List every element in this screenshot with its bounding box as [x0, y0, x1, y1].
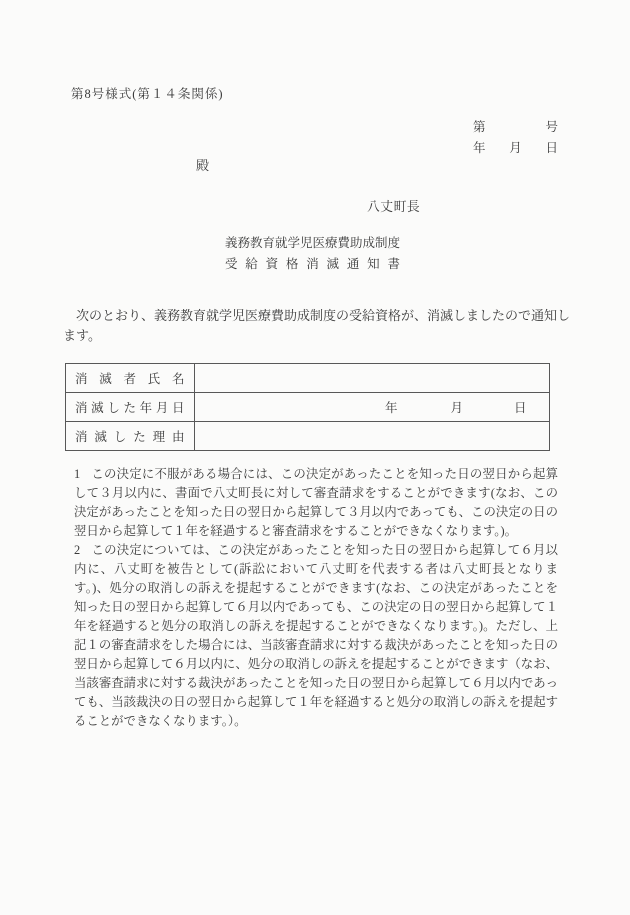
doc-number-suffix: 号 — [545, 120, 558, 134]
row-label-reason: 消滅した理由 — [66, 422, 195, 451]
date-month-label: 月 — [509, 141, 522, 155]
date-year-placeholder: 年 — [385, 401, 398, 415]
row-value-name — [195, 364, 550, 393]
row-label-name: 消滅者氏名 — [66, 364, 195, 393]
row-value-reason — [195, 422, 550, 451]
notice-table — [65, 363, 550, 451]
legal-notes — [74, 465, 558, 731]
date-year-label: 年 — [473, 141, 486, 155]
note-text: この決定については、この決定があったことを知った日の翌日から起算して６月以内に、八丈町を被告として(訴訟において八丈町を代表する者は八丈町長となります。)、処分の取消しの訴えを提起することができます(なお、この決定があったことを知った日の翌日から起算して６月以内であっても、この決定の日の翌日から起算して１年を経過すると処分の取消しの訴えを提起することができなくなります。)。ただし、上記１の審査請求をした場合には、当該審査請求に対する裁決があったことを知った日の翌日から起算して６月以内に、処分の取消しの訴えを提起することができます（なお、当該審査請求に対する裁決があったことを知った日の翌日から起算して６月以内であっても、当該裁決の日の翌日から起算して１年を経過すると処分の取消しの訴えを提起することができなくなります。）。 — [74, 543, 558, 728]
note-number: 2 — [74, 543, 81, 557]
table-row-date — [66, 393, 550, 422]
note-item-1 — [74, 465, 558, 541]
issuer-name: 八丈町長 — [367, 200, 421, 214]
title-program-name: 義務教育就学児医療費助成制度 — [225, 236, 401, 250]
addressee-honorific: 殿 — [196, 158, 210, 173]
note-number: 1 — [74, 467, 81, 481]
doc-number-prefix: 第 — [473, 120, 486, 134]
table-row-reason — [66, 422, 550, 451]
title-notice-name: 受給資格消滅通知書 — [225, 257, 400, 271]
document-title — [225, 233, 400, 275]
note-text: この決定に不服がある場合には、この決定があったことを知った日の翌日から起算して３月以内に、書面で八丈町長に対して審査請求をすることができます(なお、この決定があったことを知った日の翌日から起算して３月以内であっても、この決定の日の翌日から起算して１年を経過すると審査請求をすることができなくなります。)。 — [74, 467, 558, 538]
row-label-date: 消滅した年月日 — [66, 393, 195, 422]
date-day-placeholder: 日 — [514, 401, 527, 415]
row-value-date — [195, 393, 550, 422]
date-month-placeholder: 月 — [450, 401, 464, 415]
date-day-label: 日 — [545, 141, 558, 155]
table-row-name — [66, 364, 550, 393]
document-date-line — [473, 138, 558, 156]
form-number: 第8号様式(第１４条関係) — [71, 87, 224, 101]
intro-paragraph: 次のとおり、義務教育就学児医療費助成制度の受給資格が、消滅しましたので通知します。 — [63, 308, 571, 343]
document-number-line — [473, 117, 558, 135]
note-item-2 — [74, 541, 558, 731]
